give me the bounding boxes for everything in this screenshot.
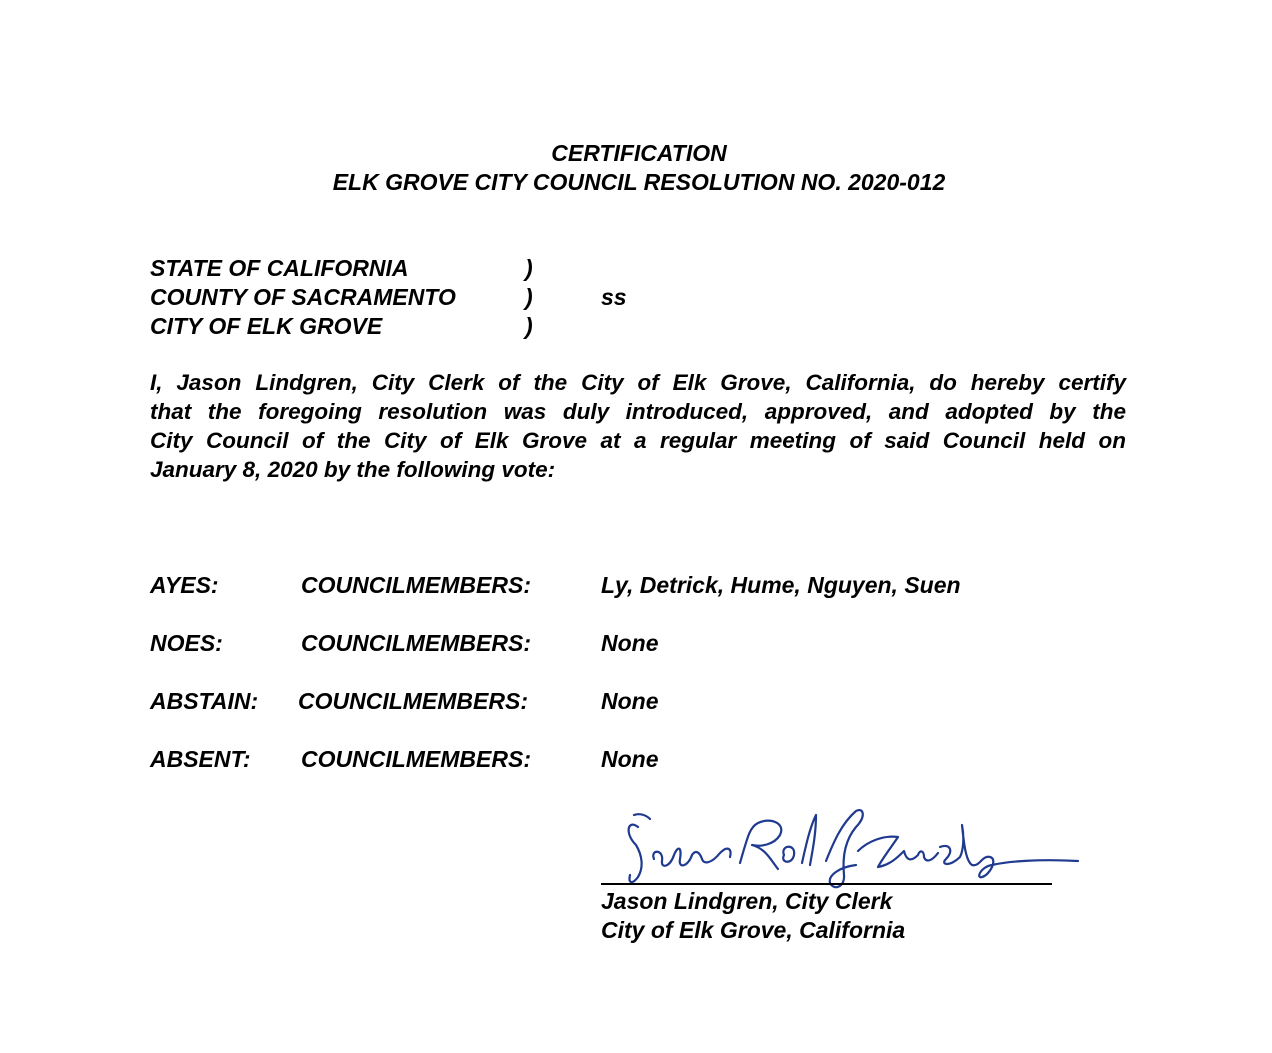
certification-title: CERTIFICATION — [551, 140, 727, 166]
signer-name-title: Jason Lindgren, City Clerk — [601, 888, 893, 914]
vote-names: None — [601, 630, 659, 656]
venue-paren: ) — [525, 313, 533, 339]
vote-names: Ly, Detrick, Hume, Nguyen, Suen — [601, 572, 961, 598]
vote-type: NOES: — [150, 630, 223, 656]
venue-city — [150, 312, 533, 341]
vote-type: ABSENT: — [150, 746, 251, 772]
venue-county — [150, 283, 627, 312]
venue-county-label: COUNTY OF SACRAMENTO — [150, 284, 456, 310]
paragraph-line: January 8, 2020 by the following vote: — [150, 457, 556, 482]
venue-city-label: CITY OF ELK GROVE — [150, 313, 383, 339]
vote-names: None — [601, 688, 659, 714]
signature-line — [601, 883, 1052, 885]
venue-paren: ) — [525, 284, 533, 310]
vote-role: COUNCILMEMBERS: — [301, 630, 531, 656]
venue-ss: ss — [601, 284, 627, 310]
vote-role: COUNCILMEMBERS: — [301, 572, 531, 598]
vote-type: AYES: — [150, 572, 219, 598]
handwritten-signature — [620, 805, 1090, 895]
venue-state-label: STATE OF CALIFORNIA — [150, 255, 409, 281]
paragraph-line: I, Jason Lindgren, City Clerk of the City of Elk Grove, California, do hereby certify — [150, 370, 1126, 395]
paragraph-line: City Council of the City of Elk Grove at a regular meeting of said Council held on — [150, 428, 1126, 453]
certification-paragraph — [150, 368, 1126, 484]
venue-paren: ) — [525, 255, 533, 281]
vote-role: COUNCILMEMBERS: — [298, 688, 528, 714]
resolution-title: ELK GROVE CITY COUNCIL RESOLUTION NO. 2020-012 — [332, 169, 946, 195]
signer-organization: City of Elk Grove, California — [601, 917, 906, 943]
vote-names: None — [601, 746, 659, 772]
vote-type: ABSTAIN: — [150, 688, 259, 714]
vote-role: COUNCILMEMBERS: — [301, 746, 531, 772]
paragraph-line: that the foregoing resolution was duly introduced, approved, and adopted by the — [150, 399, 1126, 424]
venue-state — [150, 254, 533, 283]
